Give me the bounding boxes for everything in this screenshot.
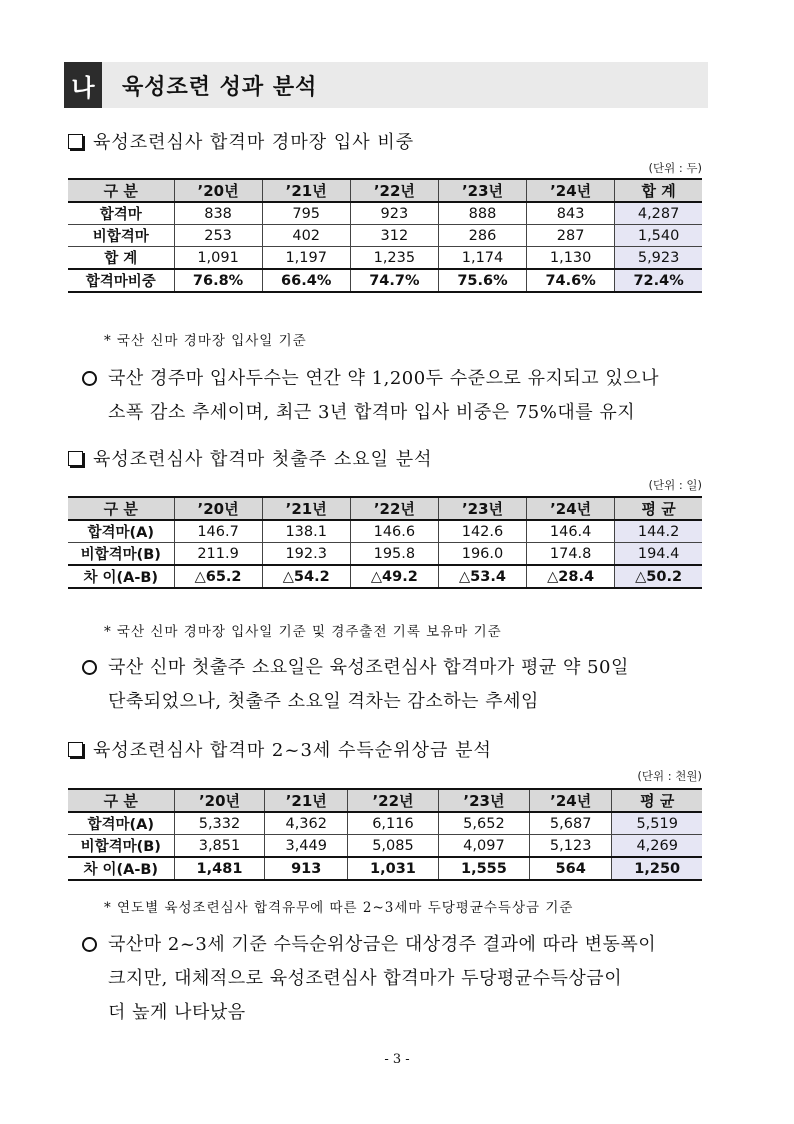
table-cell: 144.2 bbox=[615, 520, 702, 543]
table-header-row bbox=[68, 497, 702, 520]
header-cell: ’22년 bbox=[350, 497, 438, 520]
bullet-line: 국산 신마 첫출주 소요일은 육성조련심사 합격마가 평균 약 50일 bbox=[108, 657, 629, 678]
table-row bbox=[68, 835, 702, 858]
table-cell: 286 bbox=[438, 225, 526, 247]
bullet-line: 단축되었으나, 첫출주 소요일 격차는 감소하는 추세임 bbox=[108, 691, 539, 712]
table-cell: 312 bbox=[350, 225, 438, 247]
table-cell: 1,540 bbox=[615, 225, 702, 247]
table-cell: 5,687 bbox=[529, 812, 612, 835]
row-label: 비합격마 bbox=[68, 225, 174, 247]
table-cell: 923 bbox=[350, 202, 438, 225]
subheading-2 bbox=[68, 445, 432, 471]
header-cell: ’23년 bbox=[438, 789, 529, 812]
header-cell: ’23년 bbox=[438, 179, 526, 202]
row-label: 차 이(A-B) bbox=[68, 565, 174, 588]
checkbox-square-icon bbox=[68, 451, 83, 466]
table-row bbox=[68, 520, 702, 543]
table-note-3: * 연도별 육성조련심사 합격유무에 따른 2~3세마 두당평균수득상금 기준 bbox=[104, 900, 574, 916]
bullet-paragraph-1 bbox=[82, 362, 708, 430]
row-label: 비합격마(B) bbox=[68, 543, 174, 566]
table-cell: 795 bbox=[262, 202, 350, 225]
table-cell: 4,287 bbox=[615, 202, 702, 225]
table-header-row bbox=[68, 789, 702, 812]
table-cell: 195.8 bbox=[350, 543, 438, 566]
table-cell: 146.4 bbox=[527, 520, 615, 543]
header-cell: ’20년 bbox=[174, 179, 262, 202]
table-cell: 253 bbox=[174, 225, 262, 247]
header-cell: 구 분 bbox=[68, 179, 174, 202]
table-cell: 3,851 bbox=[174, 835, 265, 858]
header-cell: ’23년 bbox=[438, 497, 526, 520]
table-cell: 913 bbox=[265, 857, 348, 880]
header-cell: ’24년 bbox=[527, 179, 615, 202]
unit-label-1: (단위 : 두) bbox=[648, 161, 702, 175]
checkbox-square-icon bbox=[68, 134, 83, 149]
table-row bbox=[68, 202, 702, 225]
table-cell: 5,652 bbox=[438, 812, 529, 835]
table-cell: 1,130 bbox=[527, 247, 615, 270]
table-row bbox=[68, 857, 702, 880]
section-title: 육성조련 성과 분석 bbox=[122, 74, 318, 100]
table-row bbox=[68, 225, 702, 247]
bullet-line: 크지만, 대체적으로 육성조련심사 합격마가 두당평균수득상금이 bbox=[108, 968, 623, 989]
header-cell: ’21년 bbox=[262, 179, 350, 202]
row-label: 합격마비중 bbox=[68, 269, 174, 292]
row-label: 비합격마(B) bbox=[68, 835, 174, 858]
table-cell: 74.7% bbox=[350, 269, 438, 292]
table-cell: 1,555 bbox=[438, 857, 529, 880]
row-label: 합격마 bbox=[68, 202, 174, 225]
table-cell: 66.4% bbox=[262, 269, 350, 292]
table-cell: 1,031 bbox=[347, 857, 438, 880]
subheading-3-text: 육성조련심사 합격마 2~3세 수득순위상금 분석 bbox=[93, 740, 492, 761]
table-cell: 142.6 bbox=[438, 520, 526, 543]
table-cell: 1,174 bbox=[438, 247, 526, 270]
table-cell: 838 bbox=[174, 202, 262, 225]
bullet-line: 소폭 감소 추세이며, 최근 3년 합격마 입사 비중은 75%대를 유지 bbox=[108, 402, 636, 423]
header-cell: 평 균 bbox=[615, 497, 702, 520]
table-row bbox=[68, 543, 702, 566]
subheading-3 bbox=[68, 736, 492, 762]
table-cell: △65.2 bbox=[174, 565, 262, 588]
table-cell: 3,449 bbox=[265, 835, 348, 858]
table-cell: 72.4% bbox=[615, 269, 702, 292]
table-cell: 211.9 bbox=[174, 543, 262, 566]
table-cell: △54.2 bbox=[262, 565, 350, 588]
table-row bbox=[68, 565, 702, 588]
subheading-2-text: 육성조련심사 합격마 첫출주 소요일 분석 bbox=[93, 449, 433, 470]
section-header bbox=[64, 62, 708, 108]
header-cell: ’20년 bbox=[174, 789, 265, 812]
table-cell: 194.4 bbox=[615, 543, 702, 566]
table-cell: △28.4 bbox=[527, 565, 615, 588]
subheading-1 bbox=[68, 128, 414, 154]
section-badge: 나 bbox=[64, 62, 102, 108]
table-cell: 1,250 bbox=[612, 857, 702, 880]
table-cell: 146.7 bbox=[174, 520, 262, 543]
row-label: 차 이(A-B) bbox=[68, 857, 174, 880]
subheading-1-text: 육성조련심사 합격마 경마장 입사 비중 bbox=[93, 132, 415, 153]
table-note-1: * 국산 신마 경마장 입사일 기준 bbox=[104, 333, 307, 349]
table-2-first-race-days bbox=[68, 496, 702, 589]
table-3-prize-money bbox=[68, 788, 702, 881]
bullet-line: 더 높게 나타났음 bbox=[108, 1002, 246, 1023]
unit-label-2: (단위 : 일) bbox=[648, 478, 702, 492]
table-cell: 5,085 bbox=[347, 835, 438, 858]
table-row bbox=[68, 812, 702, 835]
table-cell: △50.2 bbox=[615, 565, 702, 588]
table-note-2: * 국산 신마 경마장 입사일 기준 및 경주출전 기록 보유마 기준 bbox=[104, 624, 502, 640]
table-cell: △49.2 bbox=[350, 565, 438, 588]
unit-label-3: (단위 : 천원) bbox=[637, 769, 702, 783]
header-cell: 구 분 bbox=[68, 497, 174, 520]
table-cell: 5,332 bbox=[174, 812, 265, 835]
table-cell: 75.6% bbox=[438, 269, 526, 292]
circle-bullet-icon bbox=[82, 660, 97, 675]
table-row bbox=[68, 247, 702, 270]
header-cell: 구 분 bbox=[68, 789, 174, 812]
bullet-paragraph-3 bbox=[82, 928, 708, 1030]
table-cell: △53.4 bbox=[438, 565, 526, 588]
table-cell: 1,235 bbox=[350, 247, 438, 270]
bullet-line: 국산 경주마 입사두수는 연간 약 1,200두 수준으로 유지되고 있으나 bbox=[108, 368, 660, 389]
table-cell: 1,091 bbox=[174, 247, 262, 270]
header-cell: ’21년 bbox=[262, 497, 350, 520]
row-label: 합격마(A) bbox=[68, 812, 174, 835]
table-cell: 192.3 bbox=[262, 543, 350, 566]
table-1-horses-admission bbox=[68, 178, 702, 293]
table-cell: 146.6 bbox=[350, 520, 438, 543]
table-cell: 5,123 bbox=[529, 835, 612, 858]
table-cell: 888 bbox=[438, 202, 526, 225]
table-cell: 5,923 bbox=[615, 247, 702, 270]
table-cell: 1,197 bbox=[262, 247, 350, 270]
table-cell: 138.1 bbox=[262, 520, 350, 543]
header-cell: ’24년 bbox=[529, 789, 612, 812]
table-row bbox=[68, 269, 702, 292]
checkbox-square-icon bbox=[68, 742, 83, 757]
table-cell: 1,481 bbox=[174, 857, 265, 880]
bullet-paragraph-2 bbox=[82, 651, 708, 719]
table-cell: 4,362 bbox=[265, 812, 348, 835]
header-cell: ’22년 bbox=[350, 179, 438, 202]
table-cell: 5,519 bbox=[612, 812, 702, 835]
table-cell: 74.6% bbox=[527, 269, 615, 292]
header-cell: ’24년 bbox=[527, 497, 615, 520]
table-cell: 843 bbox=[527, 202, 615, 225]
header-cell: ’20년 bbox=[174, 497, 262, 520]
header-cell: ’22년 bbox=[347, 789, 438, 812]
table-cell: 287 bbox=[527, 225, 615, 247]
table-cell: 4,269 bbox=[612, 835, 702, 858]
table-cell: 564 bbox=[529, 857, 612, 880]
row-label: 합격마(A) bbox=[68, 520, 174, 543]
header-cell: ’21년 bbox=[265, 789, 348, 812]
header-cell: 평 균 bbox=[612, 789, 702, 812]
circle-bullet-icon bbox=[82, 937, 97, 952]
table-cell: 4,097 bbox=[438, 835, 529, 858]
circle-bullet-icon bbox=[82, 371, 97, 386]
table-cell: 76.8% bbox=[174, 269, 262, 292]
table-cell: 402 bbox=[262, 225, 350, 247]
table-cell: 6,116 bbox=[347, 812, 438, 835]
table-cell: 196.0 bbox=[438, 543, 526, 566]
table-header-row bbox=[68, 179, 702, 202]
row-label: 합 계 bbox=[68, 247, 174, 270]
table-cell: 174.8 bbox=[527, 543, 615, 566]
page-number: - 3 - bbox=[384, 1052, 410, 1067]
header-cell: 합 계 bbox=[615, 179, 702, 202]
bullet-line: 국산마 2~3세 기준 수득순위상금은 대상경주 결과에 따라 변동폭이 bbox=[108, 934, 657, 955]
